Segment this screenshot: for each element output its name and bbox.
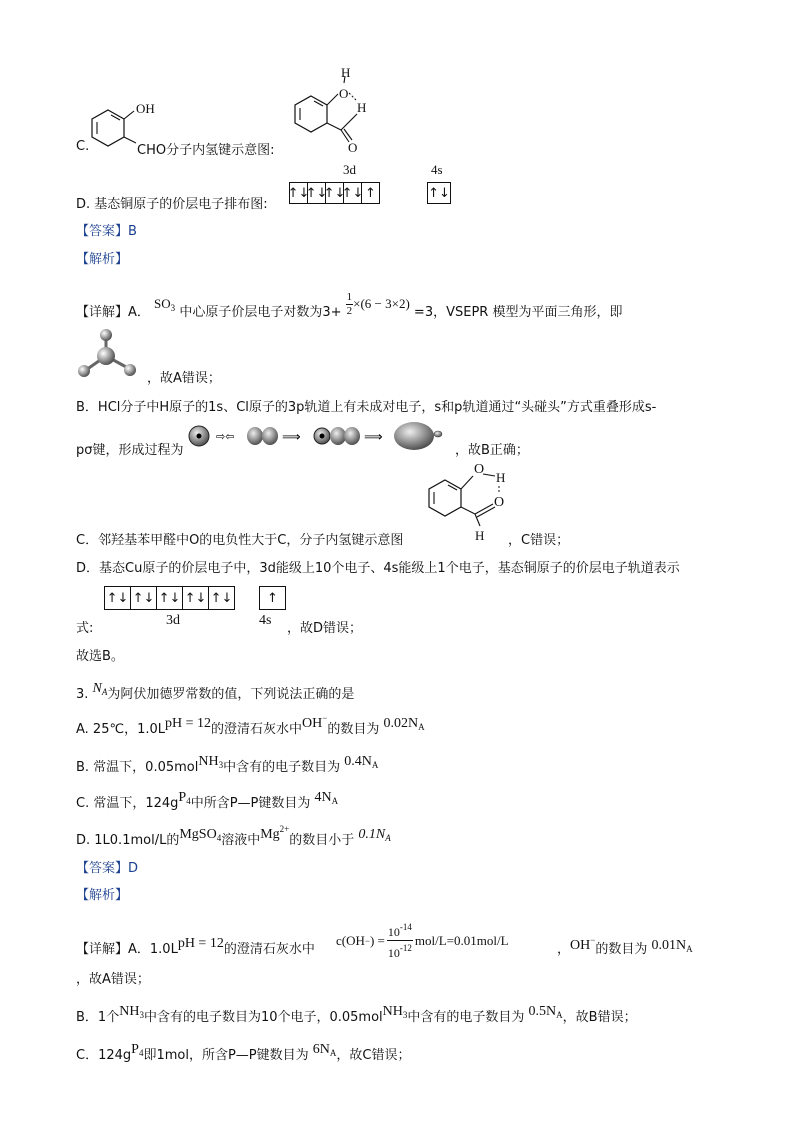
- trigonal-planar-model-icon: [76, 328, 142, 380]
- orbital-cell: ↑↓: [344, 183, 362, 203]
- orbital-cell: ↑↓: [183, 587, 209, 609]
- q3-option-d: D. 1L0.1mol/L的MgSO$_4$溶液中$Mg^{2+}$的数目小于 $0.1N_A$: [76, 824, 391, 848]
- detail-c-tail: ，C错误；: [508, 533, 570, 548]
- detail-d-line1: D．基态Cu原子的价层电子中，3d能级上10个电子、4s能级上1个电子，基态铜原子的价层电子轨道表示: [76, 561, 680, 576]
- svg-text:⟹: ⟹: [364, 430, 383, 445]
- hb2-h2: H: [475, 528, 485, 543]
- q3-option-b: B. 常温下，0.05molNH$_3$中含有的电子数目为 $0.4N_A$: [76, 754, 379, 775]
- oh-label: OH: [136, 101, 155, 116]
- detail2-b-line: B．1个$NH_3$中含有的电子数目为10个电子，0.05molNH$_3$中含有的电子数目为 $0.5N_A$，故B错误；: [76, 1004, 637, 1025]
- orbital-4s-boxes: [427, 182, 451, 204]
- detail-c-line: C．邻羟基苯甲醛中O的电负性大于C，分子内氢键示意图: [76, 533, 404, 548]
- concentration-formula: c(OH − ) = $\frac{10^{-14}}{10^{-12}}$ mol/L=0.01mol/L: [336, 922, 509, 960]
- hb-h2: H: [357, 100, 367, 115]
- q3-option-a: A. 25℃，1.0LpH = 12的澄清石灰水中OH−的数目为 $0.02N_A$: [76, 713, 425, 737]
- fraction: $\frac{1}{2}$: [346, 291, 353, 317]
- hb-h1: H: [341, 65, 351, 80]
- hb2-h: H: [496, 470, 506, 485]
- orbital-cell: ↑↓: [210, 590, 233, 606]
- detail-d-line2: 式:: [76, 621, 94, 636]
- cho-label: CHO分子内氢键示意图:: [137, 143, 275, 158]
- choose-line: 故选B。: [76, 649, 124, 664]
- hb-o2: O: [348, 140, 358, 155]
- detail-b-line2a: pσ键，形成过程为: [76, 443, 184, 458]
- orbital-3d-boxes-2: [104, 586, 235, 610]
- hb-o1: O: [339, 86, 349, 101]
- answer-label-1: 【答案】B: [76, 224, 137, 239]
- label-3d-top: 3d: [343, 162, 356, 177]
- q3-stem: 3. $N_A$为阿伏加德罗常数的值，下列说法正确的是: [76, 681, 355, 702]
- detail2-a-line: 【详解】A．1.0LpH = 12的澄清石灰水中: [76, 936, 315, 957]
- orbital-3d-boxes: [289, 182, 380, 204]
- orbital-cell: ↑: [365, 185, 376, 201]
- detail-b-line2b: ，故B正确；: [455, 443, 529, 458]
- detail-d-tail: ，故D错误；: [287, 621, 363, 636]
- answer-label-2: 【答案】D: [76, 861, 139, 876]
- orbital-cell: ↑↓: [105, 587, 131, 609]
- label-4s-bottom: 4s: [259, 613, 272, 628]
- orbital-cell: ↑↓: [308, 183, 326, 203]
- orbital-cell: ↑↓: [326, 183, 344, 203]
- analysis-label-2: 【解析】: [76, 888, 129, 903]
- detail2-c-line: C．$124gP_4$即1mol，所含P—P键数目为 $6N_A$，故C错误；: [76, 1042, 411, 1063]
- hb2-o: O: [474, 462, 485, 477]
- detail2-a-rest: ，OH−的数目为 $0.01N_A$: [557, 935, 693, 957]
- orbital-cell: ↑↓: [157, 587, 183, 609]
- svg-text:⇨⇦: ⇨⇦: [216, 430, 235, 443]
- option-c-prefix: C.: [76, 139, 90, 154]
- orbital-cell: ↑↓: [290, 183, 308, 203]
- detail-a-line: 【详解】A． $SO_3$ 中心原子价层电子对数为3+ $\frac{1}{2}$ ×(6 − 3×2) =3，VSEPR 模型为平面三角形，即: [76, 291, 623, 320]
- analysis-label-1: 【解析】: [76, 252, 129, 267]
- conc-fraction: $\frac{10^{-14}}{10^{-12}}$: [387, 922, 412, 960]
- orbital-cell: ↑↓: [428, 185, 450, 201]
- detail-b-line1: B．HCl分子中H原子的1s、Cl原子的3p轨道上有未成对电子，s和p轨道通过“头碰头”方式重叠形成s-: [76, 400, 657, 415]
- detail2-a-line2: ，故A错误；: [76, 972, 150, 987]
- label-3d-bottom: 3d: [166, 613, 180, 628]
- orbital-cell: ↑↓: [131, 587, 157, 609]
- orbital-cell: ↑: [267, 590, 278, 606]
- orbital-4s-boxes-2: [259, 586, 286, 610]
- q3-option-c: C. 常温下，$124gP_4$中所含P—P键数目为 $4N_A$: [76, 790, 339, 811]
- detail-a-after: ，故A错误；: [147, 371, 221, 386]
- label-4s-top: 4s: [431, 162, 443, 177]
- svg-text:⟹: ⟹: [282, 430, 301, 445]
- s-p-overlap-process-icon: [186, 418, 446, 454]
- hb2-o2: O: [494, 495, 505, 510]
- option-d-line: D. 基态铜原子的价层电子排布图:: [76, 197, 268, 212]
